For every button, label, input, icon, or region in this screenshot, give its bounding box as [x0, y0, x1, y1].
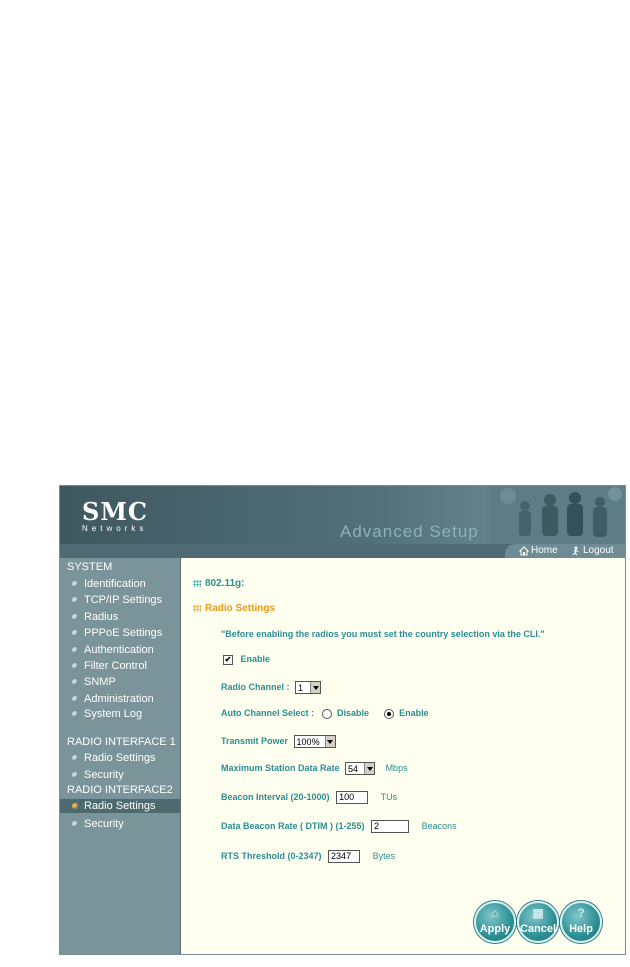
grid-icon: [193, 580, 201, 587]
radio-channel-select[interactable]: [295, 681, 321, 694]
cancel-button-label: Cancel: [519, 923, 557, 935]
sidebar-item-label: System Log: [84, 708, 143, 720]
sidebar-item-radio1-security[interactable]: [72, 769, 124, 781]
bullet-icon: [72, 755, 78, 761]
dtim-row: [221, 820, 457, 833]
bullet-icon: [72, 711, 78, 717]
logout-link[interactable]: [571, 545, 614, 557]
enable-row: [223, 654, 270, 665]
transmit-power-label: Transmit Power: [221, 735, 289, 746]
apply-button-label: Apply: [479, 923, 511, 935]
sidebar-item-radio2-radio-settings[interactable]: [72, 800, 156, 812]
cancel-icon: ▦: [532, 906, 544, 920]
home-icon: [519, 546, 529, 556]
home-link-label: Home: [531, 545, 558, 556]
sidebar-item-tcpip-settings[interactable]: [72, 594, 162, 606]
top-nav-bar: [60, 544, 625, 558]
sidebar-item-radio1-radio-settings[interactable]: [72, 752, 156, 764]
help-icon: ?: [577, 906, 585, 920]
beacon-interval-unit: TUs: [380, 791, 398, 802]
bullet-icon: [72, 696, 78, 702]
bullet-icon: [72, 647, 78, 653]
country-notice: "Before enabling the radios you must set the country selection via the CLI.": [221, 629, 545, 639]
logout-link-label: Logout: [583, 545, 614, 556]
max-rate-label: Maximum Station Data Rate: [221, 762, 340, 773]
sidebar-section-radio-interface-2: RADIO INTERFACE2: [67, 784, 173, 796]
sidebar-item-label: Administration: [84, 693, 154, 705]
bullet-icon: [72, 597, 78, 603]
sidebar-item-snmp[interactable]: [72, 676, 116, 688]
apply-button[interactable]: [474, 901, 516, 943]
sidebar-item-system-log[interactable]: [72, 708, 142, 720]
transmit-power-value: 100%: [296, 736, 320, 747]
logo-main-text: SMC: [82, 497, 148, 526]
admin-window: [59, 485, 626, 955]
grid-icon: [193, 605, 201, 612]
rts-input[interactable]: 2347: [328, 850, 360, 863]
sidebar-section-radio-interface-1: RADIO INTERFACE 1: [67, 736, 176, 748]
sidebar-item-filter-control[interactable]: [72, 660, 147, 672]
logo-sub-text: Networks: [82, 524, 148, 533]
max-rate-row: [221, 762, 408, 775]
dtim-unit: Beacons: [421, 820, 457, 831]
bullet-icon: [72, 821, 78, 827]
radio-channel-label: Radio Channel :: [221, 681, 290, 692]
auto-channel-row: [221, 708, 429, 719]
main-content: [181, 558, 625, 954]
transmit-power-select[interactable]: [294, 735, 336, 748]
active-bullet-icon: [72, 803, 78, 809]
sidebar-item-label: Security: [84, 769, 124, 781]
enable-checkbox[interactable]: ✔: [224, 654, 232, 664]
radio-channel-value: 1: [298, 682, 304, 693]
sidebar-item-label: SNMP: [84, 676, 116, 688]
sidebar-item-radius[interactable]: [72, 611, 118, 623]
auto-channel-label: Auto Channel Select :: [221, 708, 315, 718]
sidebar-item-label: Radio Settings: [84, 800, 156, 812]
dtim-input[interactable]: 2: [371, 820, 409, 833]
sidebar-item-label: Filter Control: [84, 660, 147, 672]
header-banner: [60, 486, 625, 544]
sidebar-item-label: Identification: [84, 578, 146, 590]
section-title: Radio Settings: [205, 603, 276, 614]
mode-heading: [193, 578, 244, 589]
bullet-icon: [72, 679, 78, 685]
max-rate-unit: Mbps: [385, 762, 408, 773]
chevron-down-icon: [364, 763, 374, 774]
dtim-label: Data Beacon Rate ( DTIM ) (1-255): [221, 820, 365, 831]
enable-label: Enable: [240, 654, 271, 664]
banner-people-image: [490, 486, 625, 544]
sidebar-item-label: Security: [84, 818, 124, 830]
sidebar-menu: [60, 558, 181, 954]
rts-unit: Bytes: [372, 850, 396, 861]
max-rate-select[interactable]: [345, 762, 375, 775]
auto-channel-disable-radio[interactable]: [322, 709, 332, 719]
bullet-icon: [72, 772, 78, 778]
top-nav-tab: [505, 544, 625, 558]
sidebar-item-label: Radius: [84, 611, 119, 623]
smc-logo: [82, 497, 148, 534]
auto-channel-enable-radio[interactable]: [384, 709, 394, 719]
beacon-interval-input[interactable]: 100: [336, 791, 368, 804]
sidebar-item-label: Authentication: [84, 644, 154, 656]
sidebar-item-authentication[interactable]: [72, 644, 154, 656]
section-heading: [193, 603, 275, 614]
home-link[interactable]: [519, 545, 558, 557]
sidebar-item-identification[interactable]: [72, 578, 146, 590]
page-title: Advanced Setup: [340, 522, 479, 541]
bullet-icon: [72, 663, 78, 669]
chevron-down-icon: [325, 736, 335, 747]
help-button[interactable]: [560, 901, 602, 943]
rts-row: [221, 850, 395, 863]
sidebar-section-system: SYSTEM: [67, 561, 113, 573]
bullet-icon: [72, 581, 78, 587]
bullet-icon: [72, 614, 78, 620]
max-rate-value: 54: [348, 763, 359, 774]
help-button-label: Help: [569, 923, 593, 935]
rts-label: RTS Threshold (0-2347): [221, 850, 322, 861]
sidebar-item-administration[interactable]: [72, 693, 154, 705]
sidebar-item-label: PPPoE Settings: [84, 627, 163, 639]
sidebar-item-label: Radio Settings: [84, 752, 156, 764]
mode-title: 802.11g:: [205, 578, 245, 589]
auto-channel-enable-label: Enable: [399, 708, 429, 718]
chevron-down-icon: [310, 682, 320, 693]
beacon-interval-row: [221, 791, 397, 804]
apply-icon: ⌂: [491, 906, 499, 920]
sidebar-item-radio2-security[interactable]: [72, 818, 124, 830]
auto-channel-disable-label: Disable: [337, 708, 370, 718]
sidebar-item-pppoe-settings[interactable]: [72, 627, 162, 639]
sidebar-item-label: TCP/IP Settings: [84, 594, 163, 606]
logout-icon: [571, 546, 581, 556]
cancel-button[interactable]: [517, 901, 559, 943]
bullet-icon: [72, 630, 78, 636]
beacon-interval-label: Beacon Interval (20-1000): [221, 791, 330, 802]
radio-channel-row: [221, 681, 321, 694]
transmit-power-row: [221, 735, 336, 748]
